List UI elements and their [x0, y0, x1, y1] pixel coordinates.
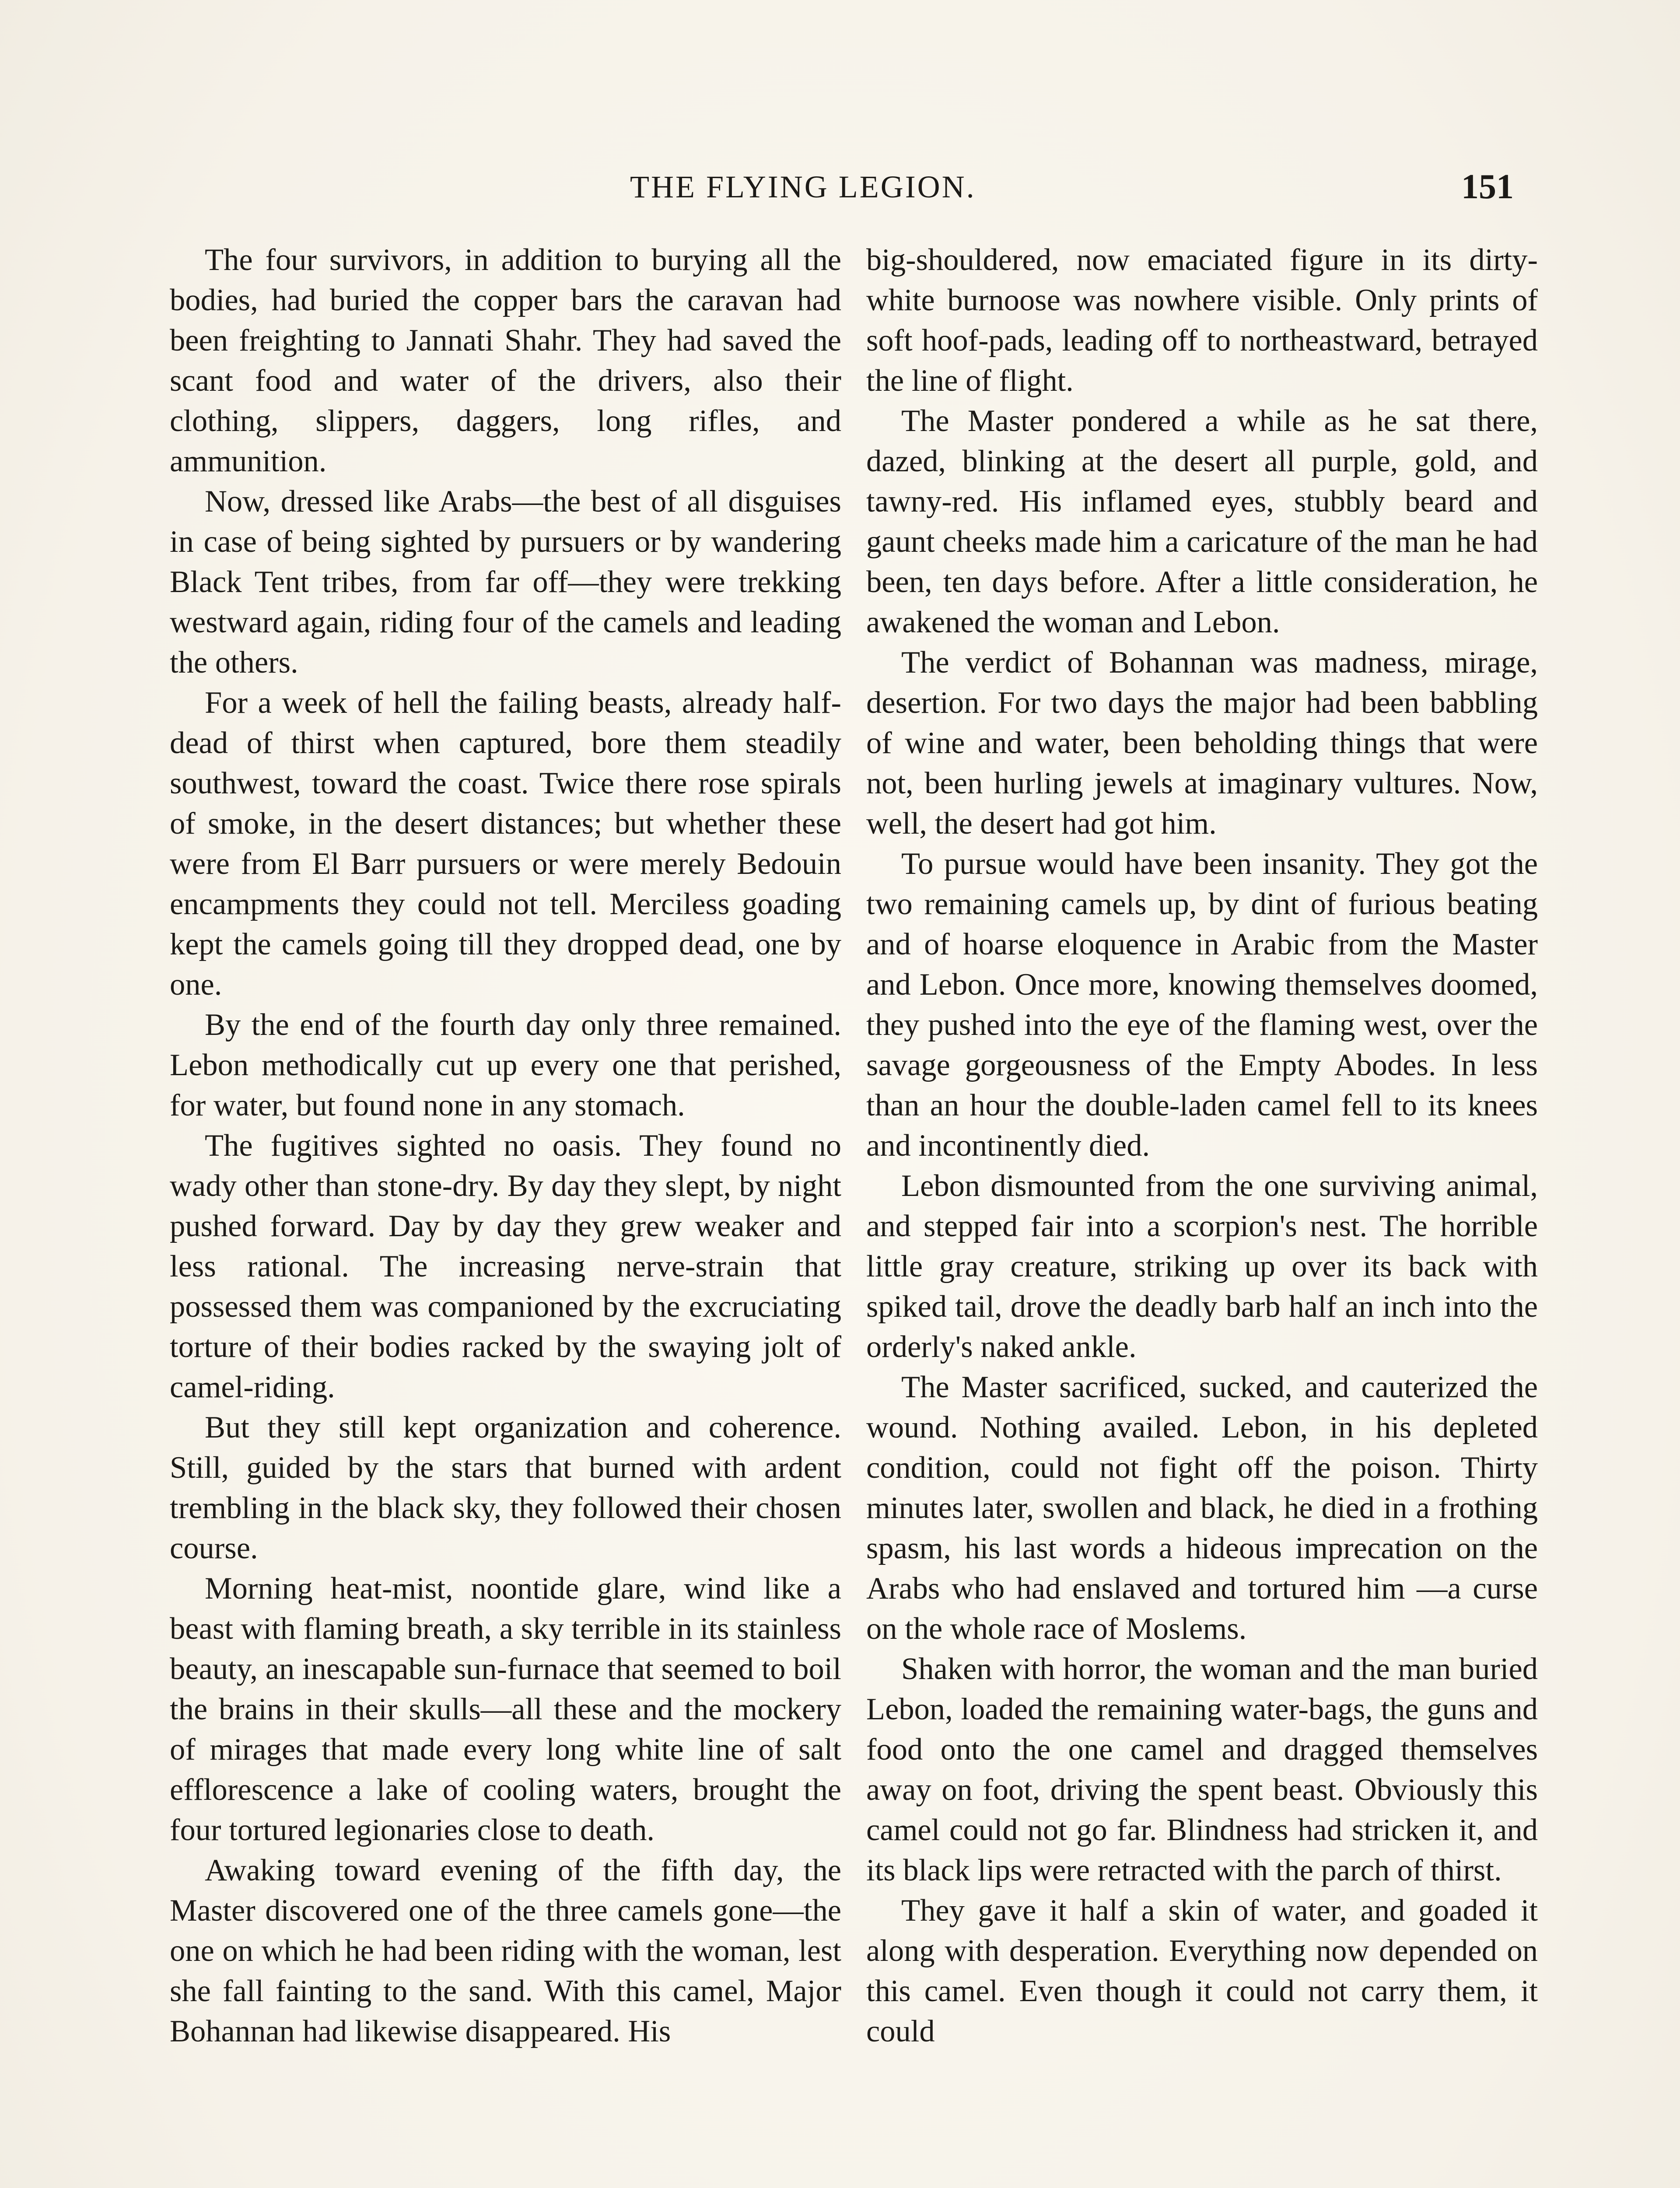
paragraph: Now, dressed like Arabs—the best of all disguises in case of being sighted by pursuers or by wandering Black Tent tribes, from far off—they were trekking westward again, riding four of the camels and leading the others.: [170, 484, 841, 680]
paragraph: To pursue would have been insanity. They got the two remaining camels up, by dint of furious beating and of hoarse eloquence in Arabic from the Master and Lebon. Once more, knowing themselves doomed, they pushed into the eye of the flaming west, over the savage gorgeousness of the Empty Abodes. In less than an hour the double-laden camel fell to its knees and incontinently died.: [866, 847, 1538, 1163]
paragraph: The Master pondered a while as he sat there, dazed, blinking at the desert all purple, gold, and tawny-red. His inflamed eyes, stubbly beard and gaunt cheeks made him a caricature of the man he had been, ten days before. After a little consideration, he awakened the woman and Lebon.: [866, 404, 1538, 639]
paragraph: The fugitives sighted no oasis. They found no wady other than stone-dry. By day they slept, by night pushed forward. Day by day they grew weaker and less rational. The increasing nerve-strain that possessed them was companioned by the excruciating torture of their bodies racked by the swaying jolt of camel-riding.: [170, 1129, 841, 1404]
paragraph: Awaking toward evening of the fifth day, the Master discovered one of the three camels gone—the one on which he had been riding with the woman, lest she fall fainting to the sand. With this camel, Major Bohannan had likewise disappeared. His: [170, 1853, 841, 2048]
paragraph-continued: big-shouldered, now emaciated figure in its dirty-white burnoose was nowhere visible. Only prints of soft hoof-pads, leading off to northeastward, betrayed the line of flight.: [866, 243, 1538, 398]
right-column: [866, 240, 1538, 2188]
paragraph: But they still kept organization and coherence. Still, guided by the stars that burned with ardent trembling in the black sky, they followed their chosen course.: [170, 1410, 841, 1565]
page-number: 151: [1461, 168, 1514, 206]
paragraph: Morning heat-mist, noontide glare, wind like a beast with flaming breath, a sky terrible in its stainless beauty, an inescapable sun-furnace that seemed to boil the brains in their skulls—all these and the mockery of mirages that made every long white line of salt efflorescence a lake of cooling waters, brought the four tortured legionaries close to death.: [170, 1571, 841, 1847]
left-column: [170, 240, 841, 2188]
paragraph: The Master sacrificed, sucked, and cauterized the wound. Nothing availed. Lebon, in his depleted condition, could not fight off the poison. Thirty minutes later, swollen and black, he died in a frothing spasm, his last words a hideous imprecation on the Arabs who had enslaved and tortured him —a curse on the whole race of Moslems.: [866, 1370, 1538, 1646]
page-header: [0, 163, 1680, 211]
paragraph: Lebon dismounted from the one surviving animal, and stepped fair into a scorpion's nest. The horrible little gray creature, striking up over its back with spiked tail, drove the deadly barb half an inch into the orderly's naked ankle.: [866, 1169, 1538, 1364]
paragraph: The four survivors, in addition to burying all the bodies, had buried the copper bars the caravan had been freighting to Jannati Shahr. They had saved the scant food and water of the drivers, also their clothing, slippers, daggers, long rifles, and ammunition.: [170, 243, 841, 478]
running-title: THE FLYING LEGION.: [630, 169, 976, 204]
paragraph: By the end of the fourth day only three remained. Lebon methodically cut up every one that perished, for water, but found none in any stomach.: [170, 1008, 841, 1122]
paragraph: The verdict of Bohannan was madness, mirage, desertion. For two days the major had been babbling of wine and water, been beholding things that were not, been hurling jewels at imaginary vultures. Now, well, the desert had got him.: [866, 645, 1538, 841]
paragraph: Shaken with horror, the woman and the man buried Lebon, loaded the remaining water-bags, the guns and food onto the one camel and dragged themselves away on foot, driving the spent beast. Obviously this camel could not go far. Blindness had stricken it, and its black lips were retracted with the parch of thirst.: [866, 1652, 1538, 1887]
paragraph: They gave it half a skin of water, and goaded it along with desperation. Everything now depended on this camel. Even though it could not carry them, it could: [866, 1893, 1538, 2048]
paragraph: For a week of hell the failing beasts, already half-dead of thirst when captured, bore them steadily southwest, toward the coast. Twice there rose spirals of smoke, in the desert distances; but whether these were from El Barr pursuers or were merely Bedouin encampments they could not tell. Merciless goading kept the camels going till they dropped dead, one by one.: [170, 686, 841, 1002]
